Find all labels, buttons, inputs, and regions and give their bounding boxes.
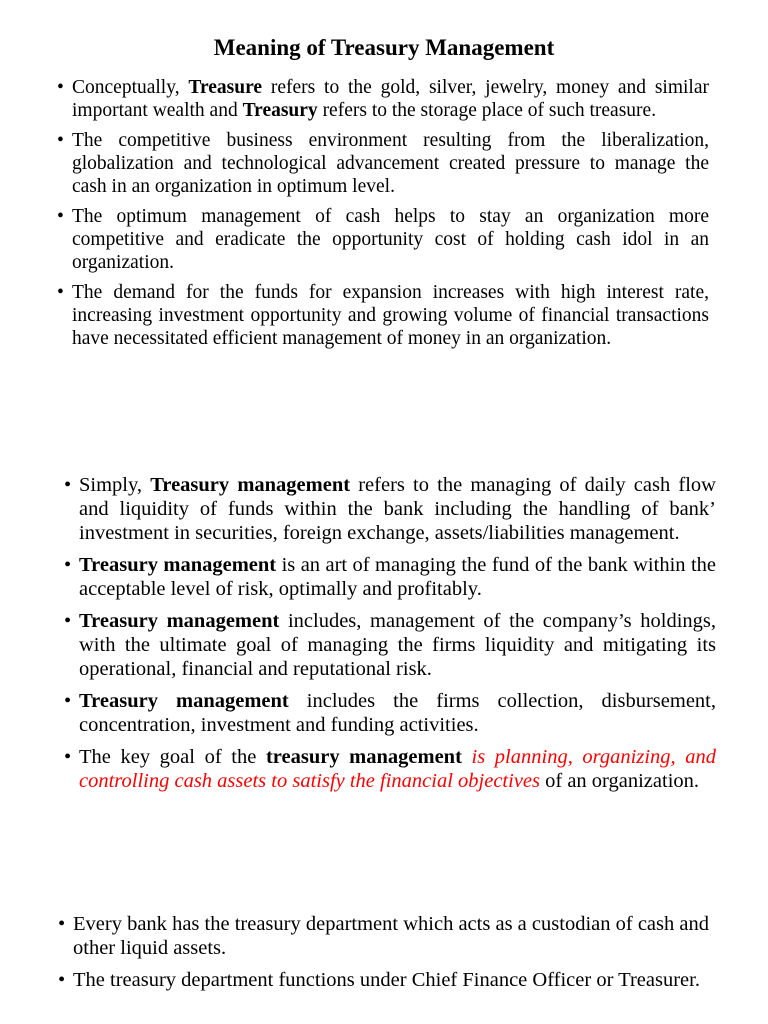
bullet-icon: • <box>64 690 72 712</box>
bullet-icon: • <box>64 474 72 496</box>
bullet-icon: • <box>57 77 64 98</box>
text-run: refers to the gold, silver, jewelry, money and similar important wealth and <box>72 77 710 121</box>
bullet-icon: • <box>57 282 64 303</box>
text-run: refers to the managing of daily cash flow and liquidity of funds within the bank including the handling of bank’ investment in securities, foreign exchange, assets/liabilities management. <box>79 474 716 544</box>
bullet-icon: • <box>64 746 72 768</box>
text-run: The optimum management of cash helps to stay an organization more competitive and eradicate the opportunity cost of holding cash idol in an organization. <box>72 206 709 273</box>
text-run: is an art of managing the fund of the bank within the acceptable level of risk, optimally and profitably. <box>79 554 717 600</box>
list-item <box>58 912 709 960</box>
text-run: includes the firms collection, disbursement, concentration, investment and funding activities. <box>79 690 716 736</box>
list-item <box>57 76 710 122</box>
keyword: Treasury management <box>150 474 351 496</box>
bullet-icon: • <box>64 610 72 632</box>
list-item <box>64 473 716 545</box>
text-run: The demand for the funds for expansion increases with high interest rate, increasing investment opportunity and growing volume of financial transactions have necessitated efficient management of money in an organization. <box>72 282 709 349</box>
text-run: The treasury department functions under Chief Finance Officer or Treasurer. <box>73 969 700 991</box>
keyword: Treasury <box>242 100 318 121</box>
page-title: Meaning of Treasury Management <box>213 35 555 60</box>
list-item <box>64 609 717 681</box>
text-run: The competitive business environment resulting from the liberalization, globalization and technological advancement created pressure to manage the cash in an organization in optimum level. <box>72 130 709 197</box>
section-3-list <box>58 912 709 1000</box>
text-run: includes, management of the company’s holdings, with the ultimate goal of managing the firms liquidity and mitigating its operational, financial and reputational risk. <box>79 610 717 680</box>
text-run: The key goal of the <box>79 746 266 768</box>
highlighted-goal-text: is planning, organizing, and controlling cash assets to satisfy the financial objectives <box>79 746 717 792</box>
bullet-icon: • <box>58 913 66 935</box>
text-run: Conceptually, <box>72 77 189 98</box>
bullet-icon: • <box>58 969 66 991</box>
list-item <box>64 553 717 601</box>
text-run: refers to the storage place of such treasure. <box>317 100 657 121</box>
text-run: of an organization. <box>540 770 700 792</box>
keyword: treasury management <box>265 746 462 768</box>
keyword: Treasury management <box>79 554 277 576</box>
list-item <box>64 745 717 793</box>
list-item <box>64 689 716 737</box>
keyword: Treasury management <box>79 610 280 632</box>
keyword: Treasure <box>188 77 263 98</box>
section-1-list <box>57 76 710 357</box>
bullet-icon: • <box>57 206 64 227</box>
bullet-icon: • <box>64 554 72 576</box>
bullet-icon: • <box>57 130 64 151</box>
text-run <box>462 746 472 768</box>
text-run: Simply, <box>79 474 151 496</box>
list-item <box>57 281 709 350</box>
list-item <box>57 129 709 198</box>
list-item <box>58 968 709 992</box>
keyword: Treasury management <box>79 690 289 712</box>
text-run: Every bank has the treasury department which acts as a custodian of cash and other liquid assets. <box>73 913 709 959</box>
section-2-list <box>64 473 717 801</box>
list-item <box>57 205 709 274</box>
